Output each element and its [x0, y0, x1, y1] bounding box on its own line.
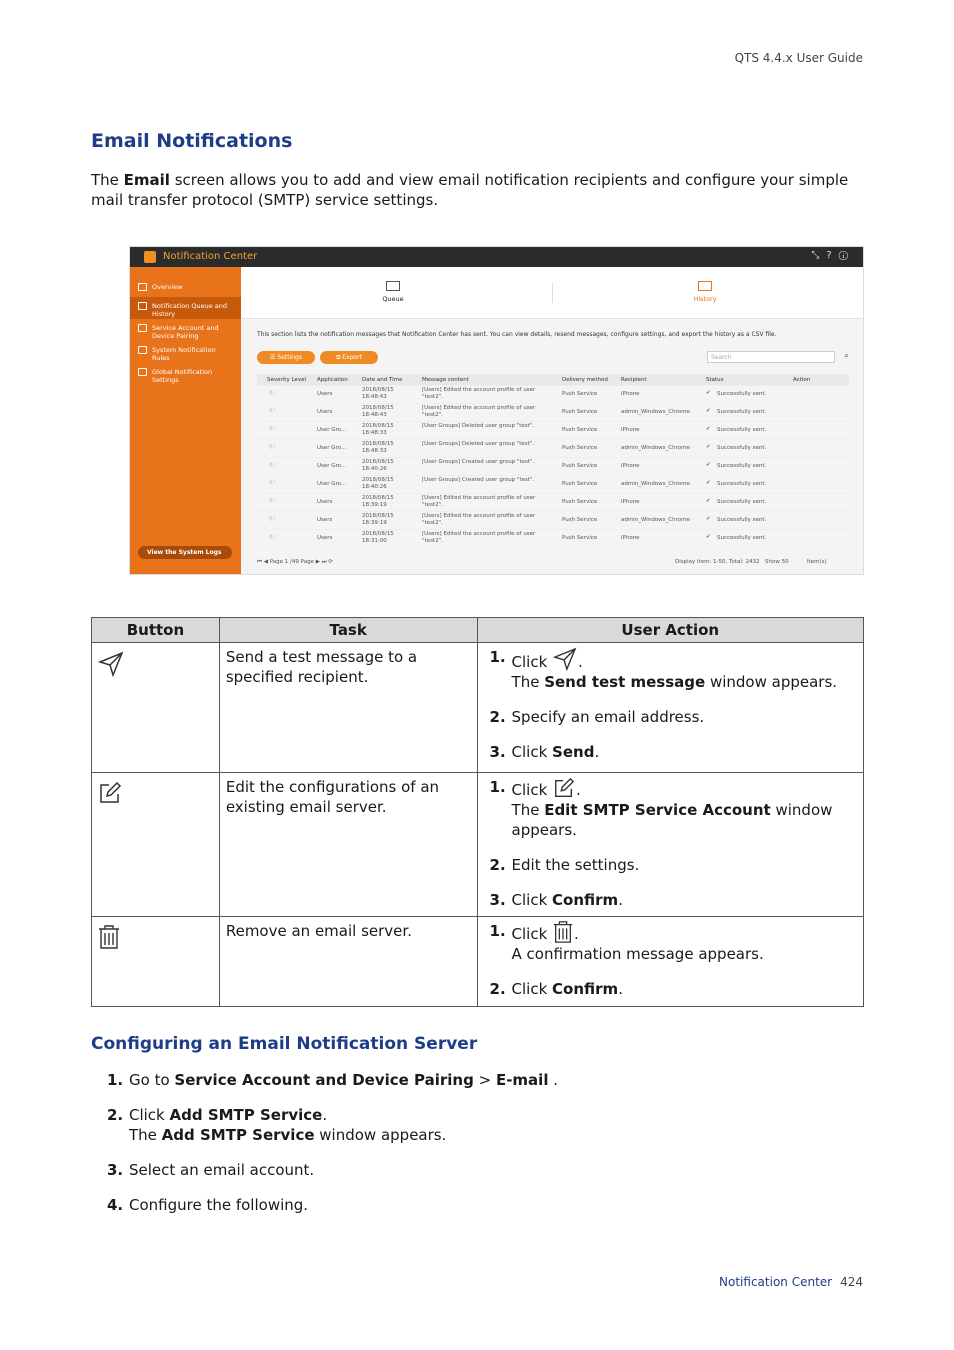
- cell-recipient: admin_Windows_Chrome: [621, 445, 690, 451]
- trash-icon: [552, 921, 574, 943]
- pager-items: Item(s): [807, 559, 827, 565]
- cell-method: Push Service: [562, 391, 598, 397]
- info-icon: ⓘ: [269, 516, 275, 522]
- table-row[interactable]: [257, 530, 849, 548]
- step-number: 4.: [107, 1196, 124, 1214]
- step-text: .: [576, 781, 581, 799]
- step-text: .: [548, 1071, 559, 1089]
- config-section-title: Configuring an Email Notification Server: [91, 1034, 478, 1054]
- cell-recipient: iPhone: [621, 391, 640, 397]
- info-icon: ⓘ: [269, 444, 275, 450]
- step-text: The: [511, 801, 545, 819]
- pager-nav-next[interactable]: ▶ ⏭ ⟳: [315, 559, 333, 565]
- cell-msg: [Users] Edited the account profile of user "test2".: [422, 513, 536, 526]
- chart-icon: [138, 283, 147, 291]
- step-text: Go to: [129, 1071, 175, 1089]
- sidebar-item-rules[interactable]: [138, 346, 233, 362]
- history-description: This section lists the notification messages that Notification Center has sent. You can view details, resend messages, configure settings, and export the history as a CSV file.: [257, 331, 777, 338]
- sidebar-label: Notification Queue and History: [152, 302, 228, 318]
- column-header: Task: [219, 618, 477, 643]
- cell-date: 2018/08/15 18:48:33: [362, 441, 394, 454]
- table-row: [92, 917, 864, 1007]
- step-text: Click: [511, 653, 553, 671]
- app-main: [241, 267, 864, 575]
- cell-date: 2018/08/15 18:40:26: [362, 477, 394, 490]
- sidebar-label: Overview: [152, 283, 183, 291]
- pager: [257, 559, 849, 566]
- step-number: 3.: [489, 891, 506, 909]
- success-icon: ✔: [706, 534, 711, 540]
- step-bold: Send test message: [544, 673, 706, 691]
- step-text: Click: [511, 980, 553, 998]
- action-cell: [477, 643, 863, 773]
- pager-nav[interactable]: ⏮ ◀: [257, 559, 270, 565]
- tab-queue[interactable]: [363, 281, 423, 303]
- app-title: Notification Center: [163, 251, 258, 262]
- cell-app: Users: [317, 499, 333, 505]
- cell-msg: [User Groups] Deleted user group "test".: [422, 423, 535, 429]
- cell-method: Push Service: [562, 517, 598, 523]
- envelope-history-icon: [698, 281, 712, 291]
- table-row[interactable]: [257, 386, 849, 404]
- cell-app: User Gro...: [317, 427, 347, 433]
- send-icon: [552, 647, 578, 671]
- step-number: 2.: [489, 980, 506, 998]
- step-text: window appears.: [511, 801, 833, 839]
- pager-page-input[interactable]: 1: [284, 559, 289, 565]
- tab-label: Queue: [382, 295, 404, 303]
- button-cell: [92, 917, 220, 1007]
- step-text: Click: [511, 743, 553, 761]
- step-number: 3.: [107, 1161, 124, 1179]
- list-item: [107, 1160, 558, 1180]
- cell-recipient: iPhone: [621, 499, 640, 505]
- button-cell: [92, 643, 220, 773]
- step-text: window appears.: [314, 1126, 447, 1144]
- step-text: .: [578, 653, 583, 671]
- rules-icon: [138, 346, 147, 354]
- success-icon: ✔: [706, 408, 711, 414]
- cell-app: Users: [317, 409, 333, 415]
- column-header[interactable]: Message content: [422, 377, 469, 383]
- cell-app: Users: [317, 517, 333, 523]
- task-cell: Edit the configurations of an existing email server.: [219, 773, 477, 917]
- cell-recipient: iPhone: [621, 427, 640, 433]
- list-item: [107, 1070, 558, 1090]
- action-cell: [477, 917, 863, 1007]
- step-text: Specify an email address.: [511, 708, 705, 726]
- cell-method: Push Service: [562, 409, 598, 415]
- sidebar-item-global-settings[interactable]: [138, 368, 233, 384]
- cell-date: 2018/08/15 18:48:43: [362, 387, 394, 400]
- task-cell: Send a test message to a specified recipient.: [219, 643, 477, 773]
- cell-method: Push Service: [562, 445, 598, 451]
- sidebar-item-service-account[interactable]: [138, 324, 233, 340]
- app-sidebar: [130, 267, 241, 575]
- table-row[interactable]: [257, 512, 849, 530]
- pager-total: /49: [290, 559, 299, 565]
- table-row[interactable]: [257, 404, 849, 422]
- cell-date: 2018/08/15 18:39:19: [362, 513, 394, 526]
- step-bold: Confirm: [552, 891, 619, 909]
- cell-msg: [User Groups] Deleted user group "test".: [422, 441, 535, 447]
- history-icon: [138, 302, 147, 310]
- cell-method: Push Service: [562, 481, 598, 487]
- section-title: Email Notifications: [91, 130, 293, 152]
- step-text: Click: [129, 1106, 170, 1124]
- cell-date: 2018/08/15 18:31:00: [362, 531, 394, 544]
- cell-status: Successfully sent.: [717, 391, 767, 397]
- cell-status: Successfully sent.: [717, 481, 767, 487]
- tab-bar: [241, 267, 864, 319]
- cell-app: Users: [317, 391, 333, 397]
- step-number: 2.: [489, 856, 506, 874]
- action-cell: [477, 773, 863, 917]
- step-number: 2.: [489, 708, 506, 726]
- cell-method: Push Service: [562, 463, 598, 469]
- step-text: The: [511, 673, 545, 691]
- cell-msg: [Users] Edited the account profile of user "test2".: [422, 405, 536, 418]
- cell-method: Push Service: [562, 499, 598, 505]
- column-header[interactable]: Action: [793, 377, 811, 383]
- step-text: .: [618, 891, 623, 909]
- cell-recipient: iPhone: [621, 535, 640, 541]
- step-bold: Confirm: [552, 980, 619, 998]
- cell-status: Successfully sent.: [717, 517, 767, 523]
- info-icon: ⓘ: [269, 534, 275, 540]
- column-header[interactable]: Delivery method: [562, 377, 608, 383]
- cell-app: User Gro...: [317, 463, 347, 469]
- search-input[interactable]: Search: [707, 351, 835, 363]
- page-number: 424: [840, 1275, 863, 1289]
- success-icon: ✔: [706, 498, 711, 504]
- list-item: [484, 921, 857, 964]
- edit-icon: [98, 781, 122, 805]
- column-header[interactable]: Recipient: [621, 377, 647, 383]
- sidebar-item-overview[interactable]: [138, 283, 183, 291]
- intro-paragraph: The Email screen allows you to add and view email notification recipients and configure your simple mail transfer protocol (SMTP) service settings.: [91, 171, 849, 209]
- step-text: A confirmation message appears.: [511, 945, 764, 963]
- footer-section: Notification Center: [719, 1275, 833, 1289]
- step-text: Configure the following.: [129, 1196, 309, 1214]
- config-steps: [107, 1070, 558, 1215]
- search-icon[interactable]: ⌕: [843, 351, 849, 361]
- step-number: 1.: [489, 922, 506, 940]
- pager-label: Page: [269, 559, 284, 565]
- step-text: Click: [511, 891, 553, 909]
- device-icon: [138, 324, 147, 332]
- step-bold: Edit SMTP Service Account: [544, 801, 771, 819]
- cell-method: Push Service: [562, 535, 598, 541]
- step-text: Select an email account.: [129, 1161, 315, 1179]
- view-system-logs-button[interactable]: View the System Logs: [138, 546, 232, 559]
- table-row: [92, 643, 864, 773]
- cell-status: Successfully sent.: [717, 427, 767, 433]
- success-icon: ✔: [706, 426, 711, 432]
- send-icon: [98, 651, 124, 677]
- cell-method: Push Service: [562, 427, 598, 433]
- list-item: [484, 647, 857, 692]
- tab-divider: [552, 283, 553, 303]
- sidebar-label: Global Notification Settings: [152, 368, 213, 384]
- step-text: Edit the settings.: [511, 856, 640, 874]
- success-icon: ✔: [706, 462, 711, 468]
- pager-show-select[interactable]: Show 50: [765, 559, 789, 565]
- button-cell: [92, 773, 220, 917]
- cell-status: Successfully sent.: [717, 463, 767, 469]
- column-header: Button: [92, 618, 220, 643]
- list-item: [484, 890, 857, 910]
- success-icon: ✔: [706, 390, 711, 396]
- list-item: [484, 777, 857, 840]
- cell-app: Users: [317, 535, 333, 541]
- cell-msg: [Users] Edited the account profile of user "test2".: [422, 495, 536, 508]
- step-text: window appears.: [705, 673, 838, 691]
- step-number: 1.: [107, 1071, 124, 1089]
- tab-label: History: [693, 295, 717, 303]
- cell-msg: [User Groups] Created user group "test".: [422, 459, 535, 465]
- cell-app: User Gro...: [317, 481, 347, 487]
- info-icon: ⓘ: [269, 462, 275, 468]
- step-bold: Add SMTP Service: [161, 1126, 315, 1144]
- cell-recipient: iPhone: [621, 463, 640, 469]
- cell-msg: [Users] Edited the account profile of user "test2".: [422, 531, 536, 544]
- task-cell: Remove an email server.: [219, 917, 477, 1007]
- column-header: User Action: [477, 618, 863, 643]
- step-text: .: [574, 925, 579, 943]
- history-panel: [241, 319, 864, 575]
- step-text: >: [473, 1071, 496, 1089]
- cell-date: 2018/08/15 18:40:26: [362, 459, 394, 472]
- success-icon: ✔: [706, 444, 711, 450]
- edit-icon: [552, 777, 576, 799]
- table-row[interactable]: [257, 458, 849, 476]
- settings-icon: [138, 368, 147, 376]
- step-text: The: [129, 1126, 162, 1144]
- step-bold: Send: [552, 743, 595, 761]
- tab-history[interactable]: [675, 281, 735, 303]
- step-number: 1.: [489, 648, 506, 666]
- button-task-table: [91, 617, 864, 1007]
- list-item: [107, 1195, 558, 1215]
- step-number: 3.: [489, 743, 506, 761]
- cell-app: User Gro...: [317, 445, 347, 451]
- cell-status: Successfully sent.: [717, 409, 767, 415]
- cell-status: Successfully sent.: [717, 535, 767, 541]
- success-icon: ✔: [706, 516, 711, 522]
- list-item: [484, 979, 857, 999]
- success-icon: ✔: [706, 480, 711, 486]
- step-text: .: [322, 1106, 328, 1124]
- sidebar-label: Service Account and Device Pairing: [152, 324, 219, 340]
- column-header[interactable]: Severity Level: [267, 377, 306, 383]
- column-header[interactable]: Status: [706, 377, 724, 383]
- table-row[interactable]: [257, 422, 849, 440]
- step-number: 2.: [107, 1106, 124, 1124]
- info-icon: ⓘ: [269, 408, 275, 414]
- trash-icon: [98, 925, 120, 949]
- step-text: Click: [511, 925, 553, 943]
- settings-button[interactable]: ☰ Settings: [257, 351, 315, 364]
- cell-status: Successfully sent.: [717, 499, 767, 505]
- step-text: .: [618, 980, 623, 998]
- list-item: [484, 742, 857, 762]
- info-icon: ⓘ: [269, 426, 275, 432]
- cell-recipient: admin_Windows_Chrome: [621, 481, 690, 487]
- table-row[interactable]: [257, 476, 849, 494]
- step-bold: Service Account and Device Pairing: [174, 1071, 474, 1089]
- step-bold: E-mail: [495, 1071, 549, 1089]
- info-icon: ⓘ: [269, 498, 275, 504]
- step-bold: Add SMTP Service: [169, 1106, 323, 1124]
- guide-title: QTS 4.4.x User Guide: [734, 51, 863, 65]
- cell-msg: [User Groups] Created user group "test".: [422, 477, 535, 483]
- list-item: [484, 707, 857, 727]
- app-titlebar: [130, 247, 864, 267]
- cell-date: 2018/08/15 18:48:43: [362, 405, 394, 418]
- notification-center-screenshot: [129, 246, 864, 575]
- cell-date: 2018/08/15 18:48:33: [362, 423, 394, 436]
- info-icon: ⓘ: [269, 390, 275, 396]
- export-label: Export: [342, 354, 362, 361]
- step-text: Click: [511, 781, 553, 799]
- sidebar-label: System Notification Rules: [152, 346, 216, 362]
- cell-status: Successfully sent.: [717, 445, 767, 451]
- cell-date: 2018/08/15 18:39:19: [362, 495, 394, 508]
- table-header-row: [92, 618, 864, 643]
- sidebar-item-queue-history[interactable]: [138, 302, 233, 318]
- info-icon: ⓘ: [269, 480, 275, 486]
- list-item: [107, 1105, 558, 1145]
- grid-header: [257, 374, 849, 386]
- export-button[interactable]: ⧉ Export: [320, 351, 378, 364]
- table-row[interactable]: [257, 440, 849, 458]
- envelope-icon: [386, 281, 400, 291]
- table-row[interactable]: [257, 494, 849, 512]
- list-item: [484, 855, 857, 875]
- table-row: [92, 773, 864, 917]
- settings-label: Settings: [277, 354, 302, 361]
- column-header[interactable]: Date and Time: [362, 377, 403, 383]
- cell-recipient: admin_Windows_Chrome: [621, 517, 690, 523]
- cell-msg: [Users] Edited the account profile of user "test2".: [422, 387, 536, 400]
- cell-recipient: admin_Windows_Chrome: [621, 409, 690, 415]
- step-number: 1.: [489, 778, 506, 796]
- app-logo-icon: [144, 251, 156, 263]
- pager-label: Page: [300, 559, 314, 565]
- page-footer: [719, 1275, 863, 1289]
- titlebar-icons[interactable]: ⤡?ⓘ: [811, 250, 855, 261]
- pager-display: Display item: 1-50, Total: 2432: [675, 559, 760, 565]
- column-header[interactable]: Application: [317, 377, 348, 383]
- step-text: .: [594, 743, 600, 761]
